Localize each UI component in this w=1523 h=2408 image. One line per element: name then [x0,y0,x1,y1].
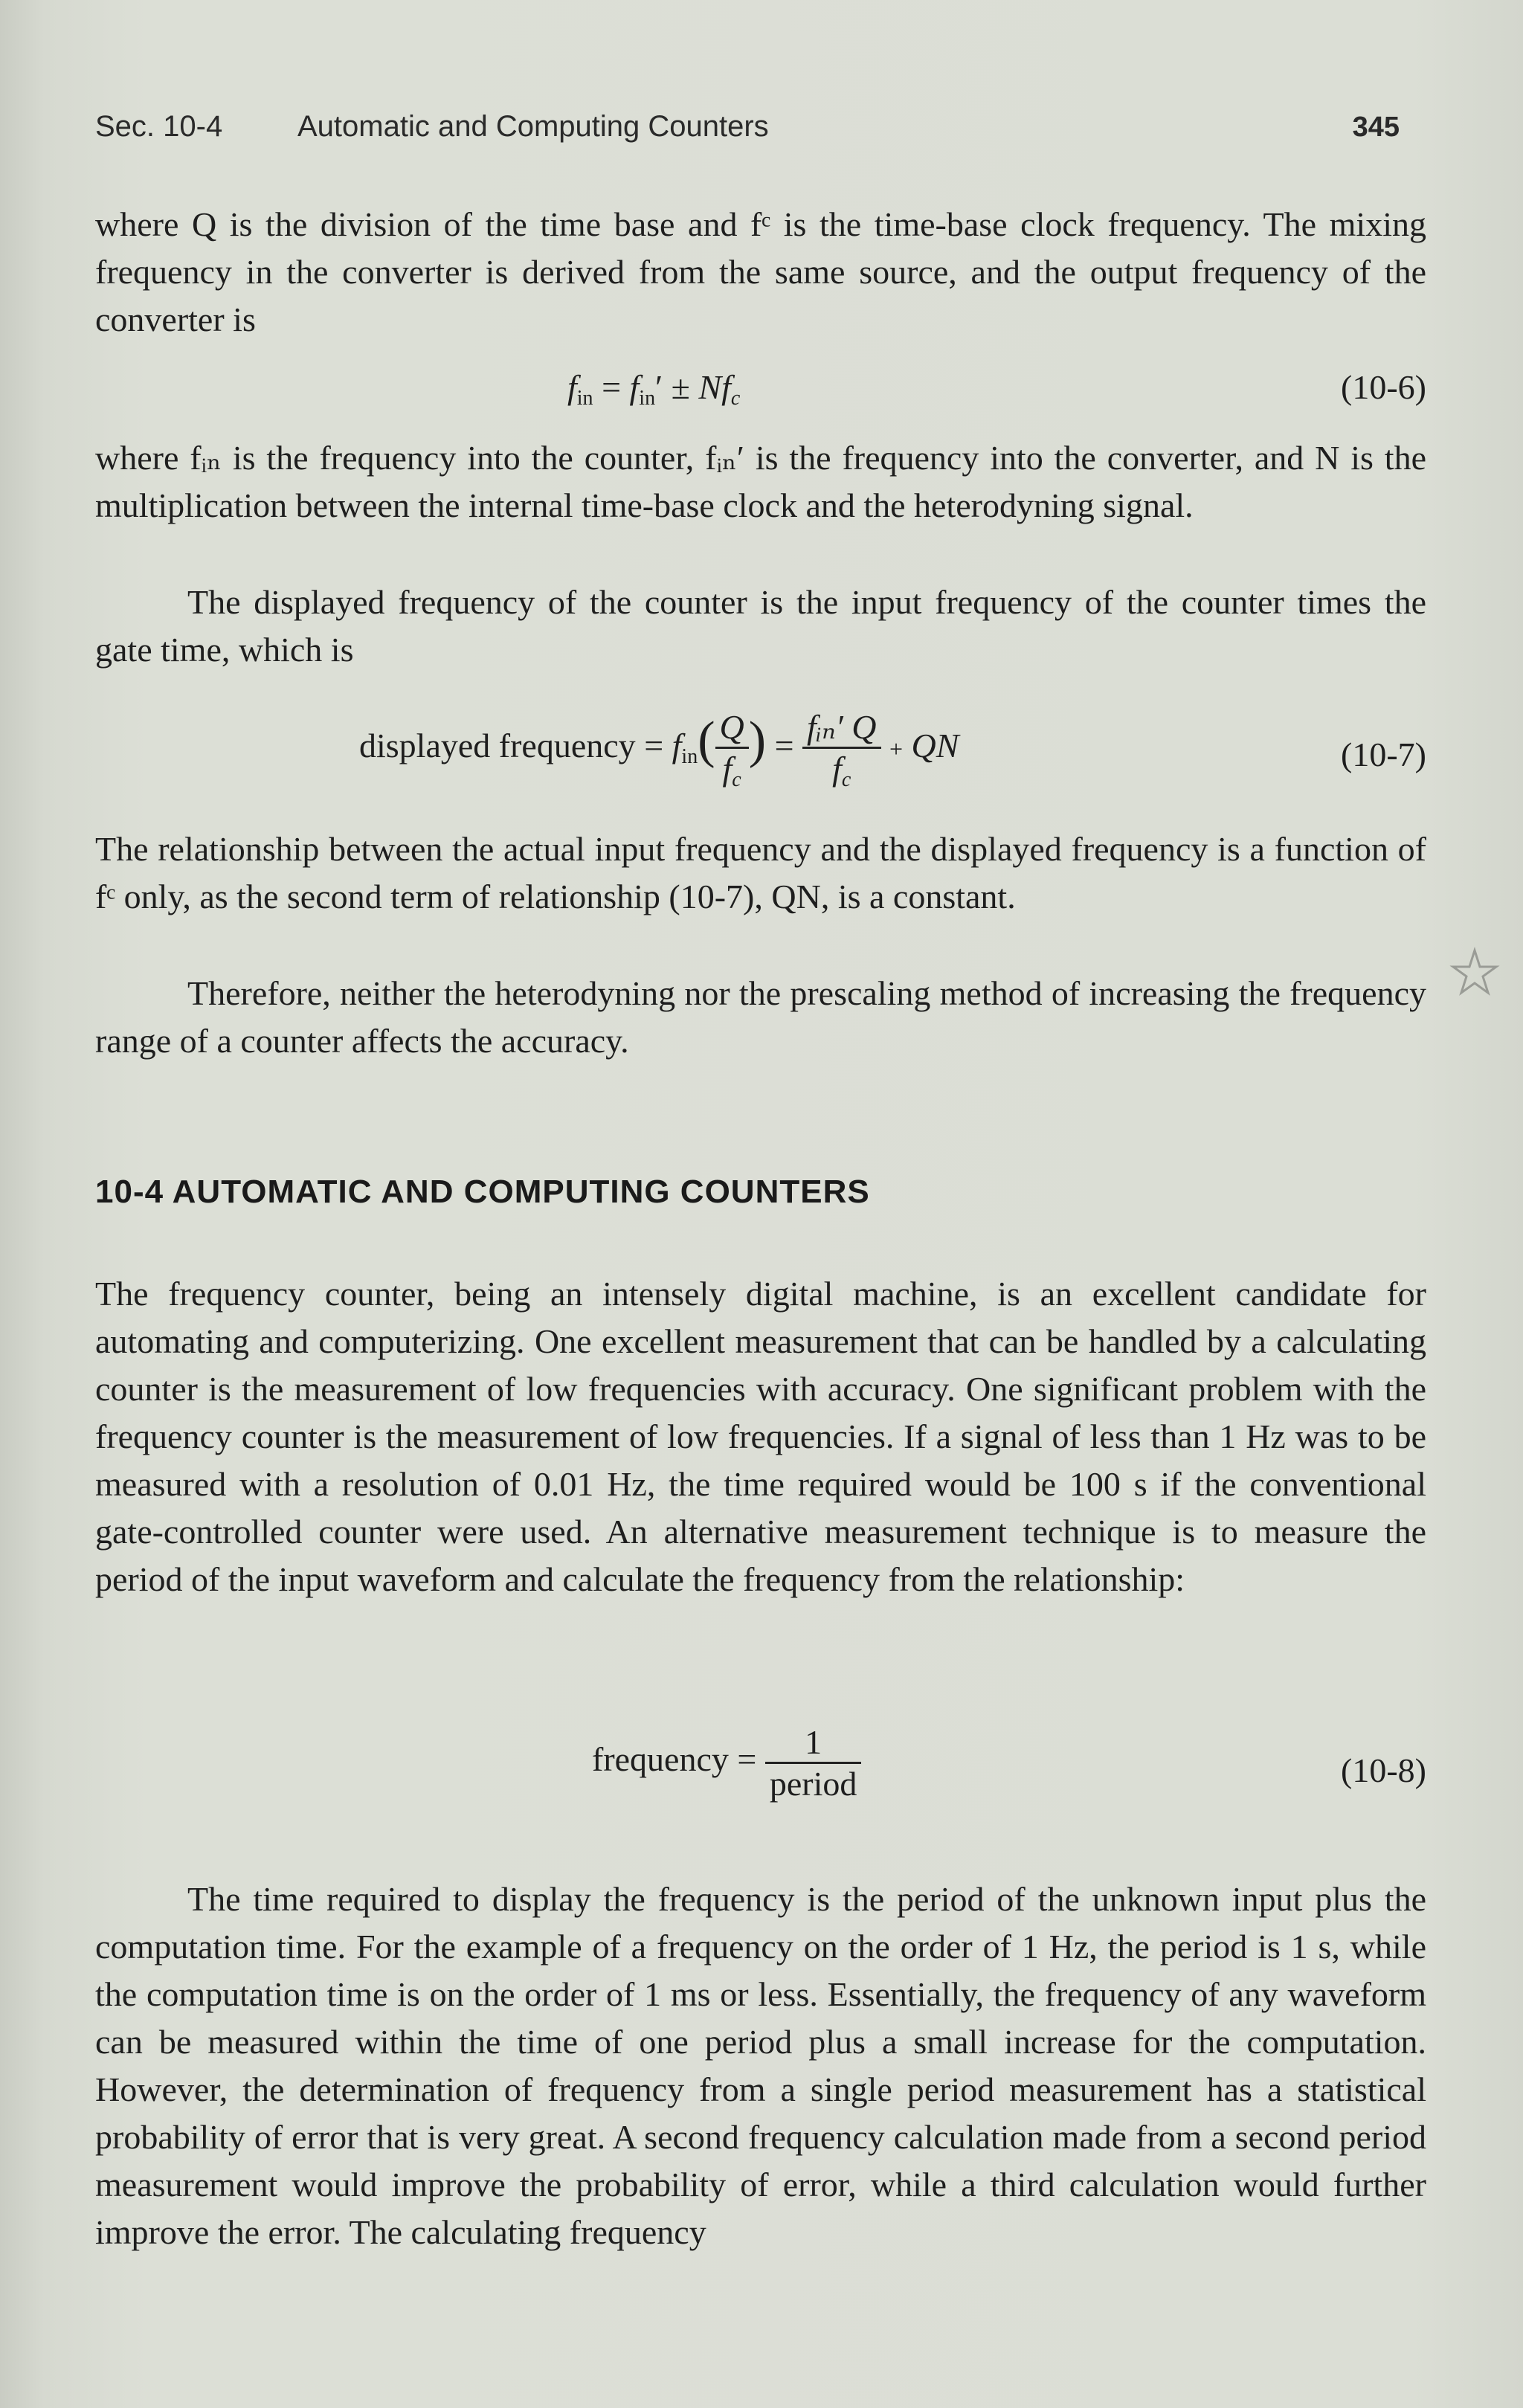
one-over-period: $\frac{1}{\text{period}}$ [765,1722,862,1803]
fraction-fin-q-over-fc: $\frac{\text{fᵢₙ′ Q}}{f_c}$ [802,706,880,792]
equation-number: (10-6) [1341,368,1426,406]
equation-10-7: displayed frequency = $f_{in}$( $\frac{Q}{f_c}$ ) = $\frac{\text{fᵢₙ′ Q}}{f_c}$ + QN (10-7) [359,707,1426,791]
running-header [95,104,1428,149]
paragraph-1: where Q is the division of the time base and fᶜ is the time-base clock frequency. The mixing frequency in the converter is derived from the same source, and the output frequency of the converter is [95,205,1426,338]
equation-number: (10-8) [1341,1751,1426,1789]
paragraph-7: The time required to display the frequency is the period of the unknown input plus the computation time. For the example of a frequency on the order of 1 Hz, the period is 1 s, while the computation time is on the order of 1 ms or less. Essentially, the frequency of any waveform can be measured within the time of one period plus a small increase for the computation. However, the determination of frequency from a single period measurement has a statistical probability of error that is very great. A second frequency calculation made from a second period measurement would improve the probability of error, while a third calculation would further improve the error. The calculating frequency [95,1880,1426,2251]
equation-10-6: $f_{in} = f_{in}' \pm Nf_c$ (10-6) [567,368,1426,410]
paragraph-3: The displayed frequency of the counter is the input frequency of the counter times the gate time, which is [95,583,1426,669]
section-heading: 10-4 AUTOMATIC AND COMPUTING COUNTERS [95,1174,870,1210]
paragraph-5: Therefore, neither the heterodyning nor the prescaling method of increasing the frequency range of a counter affects the accuracy. [95,974,1426,1060]
star-mark-icon [1449,946,1501,998]
section-label: Sec. 10-4 [95,110,223,143]
paragraph-4: The relationship between the actual input frequency and the displayed frequency is a function of fᶜ only, as the second term of relationship (10-7), QN, is a constant. [95,830,1426,915]
q-over-fc: $\frac{Q}{f_c}$ [715,707,749,792]
page-number: 345 [1352,112,1400,143]
paragraph-2: where fᵢₙ is the frequency into the counter, fᵢₙ′ is the frequency into the converter, and N is the multiplication between the internal time-base clock and the heterodyning signal. [95,439,1426,524]
running-title: Automatic and Computing Counters [297,110,769,143]
equation-10-8: frequency = $\frac{1}{\text{period}}$ (10-8) [592,1723,1426,1803]
equation-number: (10-7) [1341,735,1426,773]
paragraph-6: The frequency counter, being an intensely digital machine, is an excellent candidate for automating and computerizing. One excellent measurement that can be handled by a calculating counter is the measurement of low frequencies with accuracy. One significant problem with the frequency counter is the measurement of low frequencies. If a signal of less than 1 Hz was to be measured with a resolution of 0.01 Hz, the time required would be 100 s if the conventional gate-controlled counter were used. An alternative measurement technique is to measure the period of the input waveform and calculate the frequency from the relationship: [95,1275,1426,1598]
